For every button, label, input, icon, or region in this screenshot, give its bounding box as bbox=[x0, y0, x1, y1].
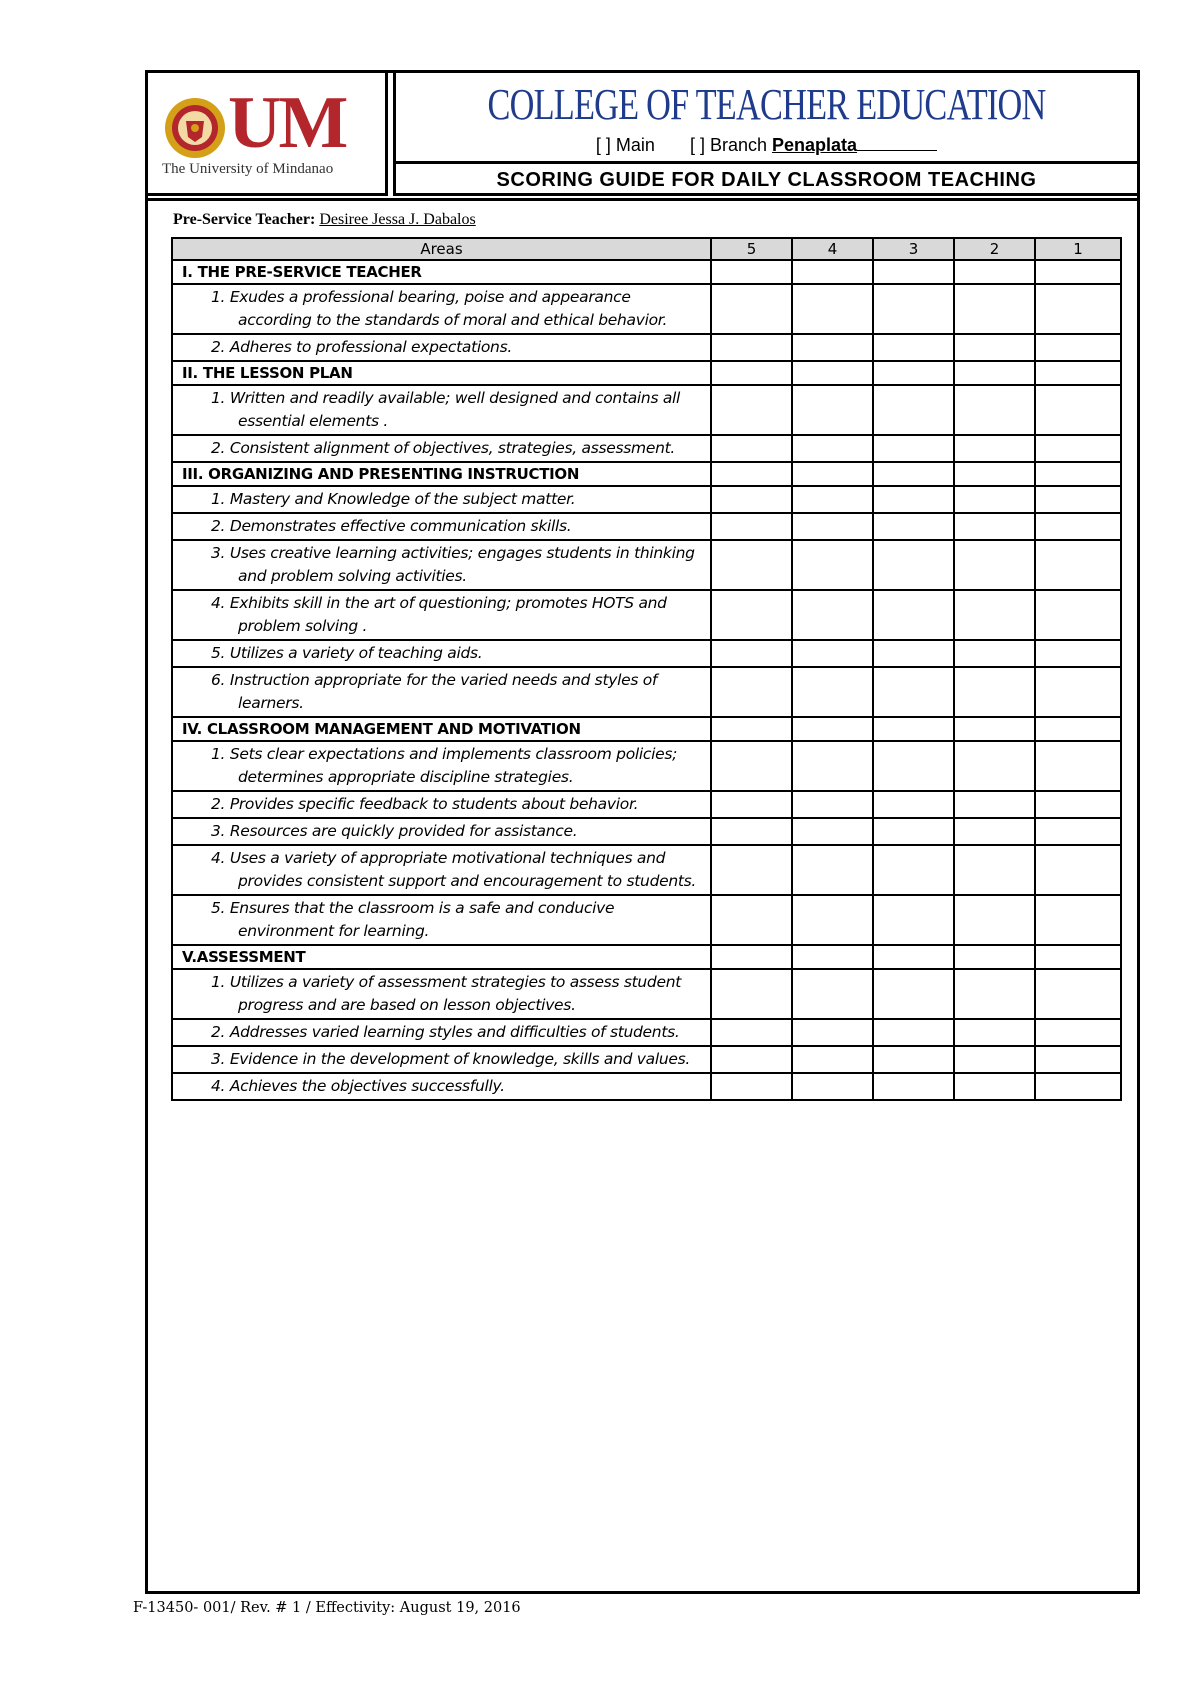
criterion-text: 2. Consistent alignment of objectives, strategies, assessment. bbox=[172, 435, 711, 462]
criterion-row bbox=[172, 334, 1121, 361]
criterion-text: 3. Resources are quickly provided for assistance. bbox=[172, 818, 711, 845]
table-body bbox=[172, 260, 1121, 1100]
criterion-row bbox=[172, 667, 1121, 717]
score-cell-2[interactable] bbox=[954, 361, 1035, 385]
criterion-text: 1. Sets clear expectations and implements classroom policies; determines appropriate discipline strategies. bbox=[172, 741, 711, 791]
criterion-text: 3. Evidence in the development of knowledge, skills and values. bbox=[172, 1046, 711, 1073]
criterion-text: 4. Exhibits skill in the art of questioning; promotes HOTS and problem solving . bbox=[172, 590, 711, 640]
branch-underline bbox=[857, 150, 937, 151]
title-divider bbox=[396, 161, 1137, 164]
score-cell-5[interactable] bbox=[711, 590, 792, 640]
criterion-text: 4. Uses a variety of appropriate motivational techniques and provides consistent support and encouragement to students. bbox=[172, 845, 711, 895]
score-cell-3[interactable] bbox=[873, 969, 954, 1019]
section-row bbox=[172, 462, 1121, 486]
score-cell-1[interactable] bbox=[1035, 845, 1121, 895]
criterion-text: 2. Demonstrates effective communication skills. bbox=[172, 513, 711, 540]
criterion-row bbox=[172, 513, 1121, 540]
score-cell-1[interactable] bbox=[1035, 945, 1121, 969]
score-cell-4[interactable] bbox=[792, 1019, 873, 1046]
score-cell-3[interactable] bbox=[873, 791, 954, 818]
score-cell-3[interactable] bbox=[873, 640, 954, 667]
score-cell-4[interactable] bbox=[792, 590, 873, 640]
criterion-row bbox=[172, 640, 1121, 667]
score-cell-4[interactable] bbox=[792, 462, 873, 486]
criterion-text: 5. Utilizes a variety of teaching aids. bbox=[172, 640, 711, 667]
criterion-text: 2. Addresses varied learning styles and difficulties of students. bbox=[172, 1019, 711, 1046]
score-cell-5[interactable] bbox=[711, 284, 792, 334]
score-cell-1[interactable] bbox=[1035, 667, 1121, 717]
criterion-text: 6. Instruction appropriate for the varied needs and styles of learners. bbox=[172, 667, 711, 717]
score-cell-2[interactable] bbox=[954, 334, 1035, 361]
branch-checkbox-label: [ ] Branch bbox=[689, 135, 768, 155]
score-cell-4[interactable] bbox=[792, 361, 873, 385]
section-title: V.ASSESSMENT bbox=[172, 945, 711, 969]
score-cell-3[interactable] bbox=[873, 717, 954, 741]
score-header-4: 4 bbox=[792, 238, 873, 260]
campus-line bbox=[396, 135, 1137, 156]
score-cell-2[interactable] bbox=[954, 640, 1035, 667]
score-cell-4[interactable] bbox=[792, 741, 873, 791]
score-cell-1[interactable] bbox=[1035, 969, 1121, 1019]
score-cell-2[interactable] bbox=[954, 1046, 1035, 1073]
score-cell-1[interactable] bbox=[1035, 540, 1121, 590]
score-cell-4[interactable] bbox=[792, 284, 873, 334]
score-cell-3[interactable] bbox=[873, 1046, 954, 1073]
score-cell-5[interactable] bbox=[711, 1046, 792, 1073]
criterion-row bbox=[172, 1019, 1121, 1046]
score-cell-5[interactable] bbox=[711, 895, 792, 945]
criterion-row bbox=[172, 895, 1121, 945]
score-cell-2[interactable] bbox=[954, 969, 1035, 1019]
score-cell-5[interactable] bbox=[711, 334, 792, 361]
score-cell-3[interactable] bbox=[873, 435, 954, 462]
score-cell-5[interactable] bbox=[711, 845, 792, 895]
criterion-row bbox=[172, 741, 1121, 791]
score-cell-1[interactable] bbox=[1035, 717, 1121, 741]
score-cell-5[interactable] bbox=[711, 486, 792, 513]
body-top-rule bbox=[145, 198, 1140, 201]
score-cell-1[interactable] bbox=[1035, 1019, 1121, 1046]
score-cell-4[interactable] bbox=[792, 791, 873, 818]
score-cell-5[interactable] bbox=[711, 969, 792, 1019]
criterion-row bbox=[172, 284, 1121, 334]
score-cell-4[interactable] bbox=[792, 540, 873, 590]
score-cell-1[interactable] bbox=[1035, 1073, 1121, 1100]
score-cell-5[interactable] bbox=[711, 462, 792, 486]
university-seal-icon bbox=[164, 97, 226, 159]
score-cell-4[interactable] bbox=[792, 486, 873, 513]
score-cell-1[interactable] bbox=[1035, 334, 1121, 361]
score-cell-5[interactable] bbox=[711, 640, 792, 667]
criterion-text: 1. Mastery and Knowledge of the subject matter. bbox=[172, 486, 711, 513]
score-cell-1[interactable] bbox=[1035, 513, 1121, 540]
score-cell-2[interactable] bbox=[954, 385, 1035, 435]
section-row bbox=[172, 260, 1121, 284]
score-cell-5[interactable] bbox=[711, 513, 792, 540]
college-title: COLLEGE OF TEACHER EDUCATION bbox=[487, 80, 1046, 129]
score-cell-4[interactable] bbox=[792, 1046, 873, 1073]
score-cell-3[interactable] bbox=[873, 945, 954, 969]
score-cell-5[interactable] bbox=[711, 1073, 792, 1100]
score-cell-1[interactable] bbox=[1035, 1046, 1121, 1073]
score-cell-3[interactable] bbox=[873, 741, 954, 791]
score-cell-4[interactable] bbox=[792, 1073, 873, 1100]
score-cell-2[interactable] bbox=[954, 845, 1035, 895]
score-cell-3[interactable] bbox=[873, 895, 954, 945]
score-cell-3[interactable] bbox=[873, 462, 954, 486]
score-cell-1[interactable] bbox=[1035, 260, 1121, 284]
criterion-text: 5. Ensures that the classroom is a safe and conducive environment for learning. bbox=[172, 895, 711, 945]
score-cell-3[interactable] bbox=[873, 385, 954, 435]
scoring-table bbox=[171, 237, 1122, 1101]
score-header-3: 3 bbox=[873, 238, 954, 260]
criterion-text: 1. Utilizes a variety of assessment strategies to assess student progress and are based on lesson objectives. bbox=[172, 969, 711, 1019]
score-cell-1[interactable] bbox=[1035, 791, 1121, 818]
title-box bbox=[393, 70, 1140, 196]
section-title: II. THE LESSON PLAN bbox=[172, 361, 711, 385]
criterion-text: 2. Provides specific feedback to students about behavior. bbox=[172, 791, 711, 818]
main-checkbox-label: [ ] Main bbox=[595, 135, 655, 155]
score-cell-3[interactable] bbox=[873, 590, 954, 640]
pre-service-teacher bbox=[173, 211, 476, 229]
form-code-footer: F-13450- 001/ Rev. # 1 / Effectivity: August 19, 2016 bbox=[133, 1600, 521, 1616]
logo-text: UM bbox=[228, 82, 346, 164]
score-cell-2[interactable] bbox=[954, 462, 1035, 486]
score-cell-4[interactable] bbox=[792, 260, 873, 284]
criterion-row bbox=[172, 1073, 1121, 1100]
score-header-1: 1 bbox=[1035, 238, 1121, 260]
score-cell-5[interactable] bbox=[711, 540, 792, 590]
branch-value: Penaplata bbox=[772, 135, 858, 155]
score-cell-1[interactable] bbox=[1035, 818, 1121, 845]
criterion-row bbox=[172, 435, 1121, 462]
criterion-row bbox=[172, 791, 1121, 818]
score-cell-2[interactable] bbox=[954, 590, 1035, 640]
score-cell-5[interactable] bbox=[711, 385, 792, 435]
score-cell-5[interactable] bbox=[711, 361, 792, 385]
score-cell-1[interactable] bbox=[1035, 741, 1121, 791]
score-cell-2[interactable] bbox=[954, 667, 1035, 717]
score-cell-5[interactable] bbox=[711, 1019, 792, 1046]
score-cell-2[interactable] bbox=[954, 486, 1035, 513]
criterion-row bbox=[172, 818, 1121, 845]
score-cell-1[interactable] bbox=[1035, 462, 1121, 486]
score-cell-4[interactable] bbox=[792, 717, 873, 741]
logo-box bbox=[145, 70, 388, 196]
score-cell-3[interactable] bbox=[873, 818, 954, 845]
criterion-row bbox=[172, 385, 1121, 435]
score-cell-3[interactable] bbox=[873, 513, 954, 540]
score-cell-2[interactable] bbox=[954, 945, 1035, 969]
criterion-row bbox=[172, 969, 1121, 1019]
score-cell-2[interactable] bbox=[954, 435, 1035, 462]
score-cell-1[interactable] bbox=[1035, 895, 1121, 945]
areas-header: Areas bbox=[172, 238, 711, 260]
score-cell-1[interactable] bbox=[1035, 284, 1121, 334]
pre-service-teacher-name: Desiree Jessa J. Dabalos bbox=[319, 211, 476, 228]
score-cell-5[interactable] bbox=[711, 791, 792, 818]
score-cell-1[interactable] bbox=[1035, 435, 1121, 462]
score-cell-3[interactable] bbox=[873, 667, 954, 717]
score-cell-4[interactable] bbox=[792, 334, 873, 361]
score-cell-4[interactable] bbox=[792, 385, 873, 435]
score-cell-1[interactable] bbox=[1035, 361, 1121, 385]
score-cell-2[interactable] bbox=[954, 260, 1035, 284]
score-cell-2[interactable] bbox=[954, 818, 1035, 845]
score-cell-2[interactable] bbox=[954, 284, 1035, 334]
score-cell-2[interactable] bbox=[954, 1073, 1035, 1100]
score-cell-4[interactable] bbox=[792, 667, 873, 717]
score-header-2: 2 bbox=[954, 238, 1035, 260]
criterion-text: 3. Uses creative learning activities; engages students in thinking and problem solving activities. bbox=[172, 540, 711, 590]
score-cell-5[interactable] bbox=[711, 818, 792, 845]
score-cell-4[interactable] bbox=[792, 435, 873, 462]
score-cell-3[interactable] bbox=[873, 361, 954, 385]
score-cell-3[interactable] bbox=[873, 284, 954, 334]
criterion-row bbox=[172, 540, 1121, 590]
scoring-table-wrap bbox=[171, 237, 1115, 1101]
score-cell-4[interactable] bbox=[792, 513, 873, 540]
section-title: I. THE PRE-SERVICE TEACHER bbox=[172, 260, 711, 284]
score-cell-1[interactable] bbox=[1035, 590, 1121, 640]
score-cell-3[interactable] bbox=[873, 1019, 954, 1046]
score-cell-5[interactable] bbox=[711, 260, 792, 284]
score-cell-3[interactable] bbox=[873, 486, 954, 513]
score-cell-2[interactable] bbox=[954, 513, 1035, 540]
criterion-row bbox=[172, 486, 1121, 513]
score-cell-3[interactable] bbox=[873, 1073, 954, 1100]
pre-service-teacher-label: Pre-Service Teacher: bbox=[173, 211, 316, 228]
score-cell-5[interactable] bbox=[711, 667, 792, 717]
criterion-row bbox=[172, 590, 1121, 640]
criterion-row bbox=[172, 845, 1121, 895]
guide-title: SCORING GUIDE FOR DAILY CLASSROOM TEACHING bbox=[496, 169, 1037, 191]
score-header-5: 5 bbox=[711, 238, 792, 260]
score-cell-1[interactable] bbox=[1035, 486, 1121, 513]
criterion-text: 4. Achieves the objectives successfully. bbox=[172, 1073, 711, 1100]
criterion-row bbox=[172, 1046, 1121, 1073]
criterion-text: 2. Adheres to professional expectations. bbox=[172, 334, 711, 361]
score-cell-1[interactable] bbox=[1035, 385, 1121, 435]
section-row bbox=[172, 945, 1121, 969]
score-cell-2[interactable] bbox=[954, 791, 1035, 818]
university-name: The University of Mindanao bbox=[162, 161, 334, 177]
score-cell-2[interactable] bbox=[954, 540, 1035, 590]
score-cell-2[interactable] bbox=[954, 895, 1035, 945]
score-cell-5[interactable] bbox=[711, 717, 792, 741]
section-row bbox=[172, 717, 1121, 741]
table-header-row bbox=[172, 238, 1121, 260]
score-cell-3[interactable] bbox=[873, 260, 954, 284]
score-cell-4[interactable] bbox=[792, 818, 873, 845]
score-cell-3[interactable] bbox=[873, 845, 954, 895]
score-cell-4[interactable] bbox=[792, 895, 873, 945]
score-cell-5[interactable] bbox=[711, 741, 792, 791]
score-cell-2[interactable] bbox=[954, 1019, 1035, 1046]
score-cell-2[interactable] bbox=[954, 717, 1035, 741]
section-title: IV. CLASSROOM MANAGEMENT AND MOTIVATION bbox=[172, 717, 711, 741]
score-cell-5[interactable] bbox=[711, 435, 792, 462]
criterion-text: 1. Written and readily available; well designed and contains all essential elements . bbox=[172, 385, 711, 435]
score-cell-4[interactable] bbox=[792, 845, 873, 895]
criterion-text: 1. Exudes a professional bearing, poise and appearance according to the standards of moral and ethical behavior. bbox=[172, 284, 711, 334]
score-cell-1[interactable] bbox=[1035, 640, 1121, 667]
score-cell-2[interactable] bbox=[954, 741, 1035, 791]
score-cell-3[interactable] bbox=[873, 540, 954, 590]
score-cell-4[interactable] bbox=[792, 969, 873, 1019]
score-cell-5[interactable] bbox=[711, 945, 792, 969]
score-cell-4[interactable] bbox=[792, 640, 873, 667]
score-cell-3[interactable] bbox=[873, 334, 954, 361]
section-title: III. ORGANIZING AND PRESENTING INSTRUCTION bbox=[172, 462, 711, 486]
section-row bbox=[172, 361, 1121, 385]
score-cell-4[interactable] bbox=[792, 945, 873, 969]
